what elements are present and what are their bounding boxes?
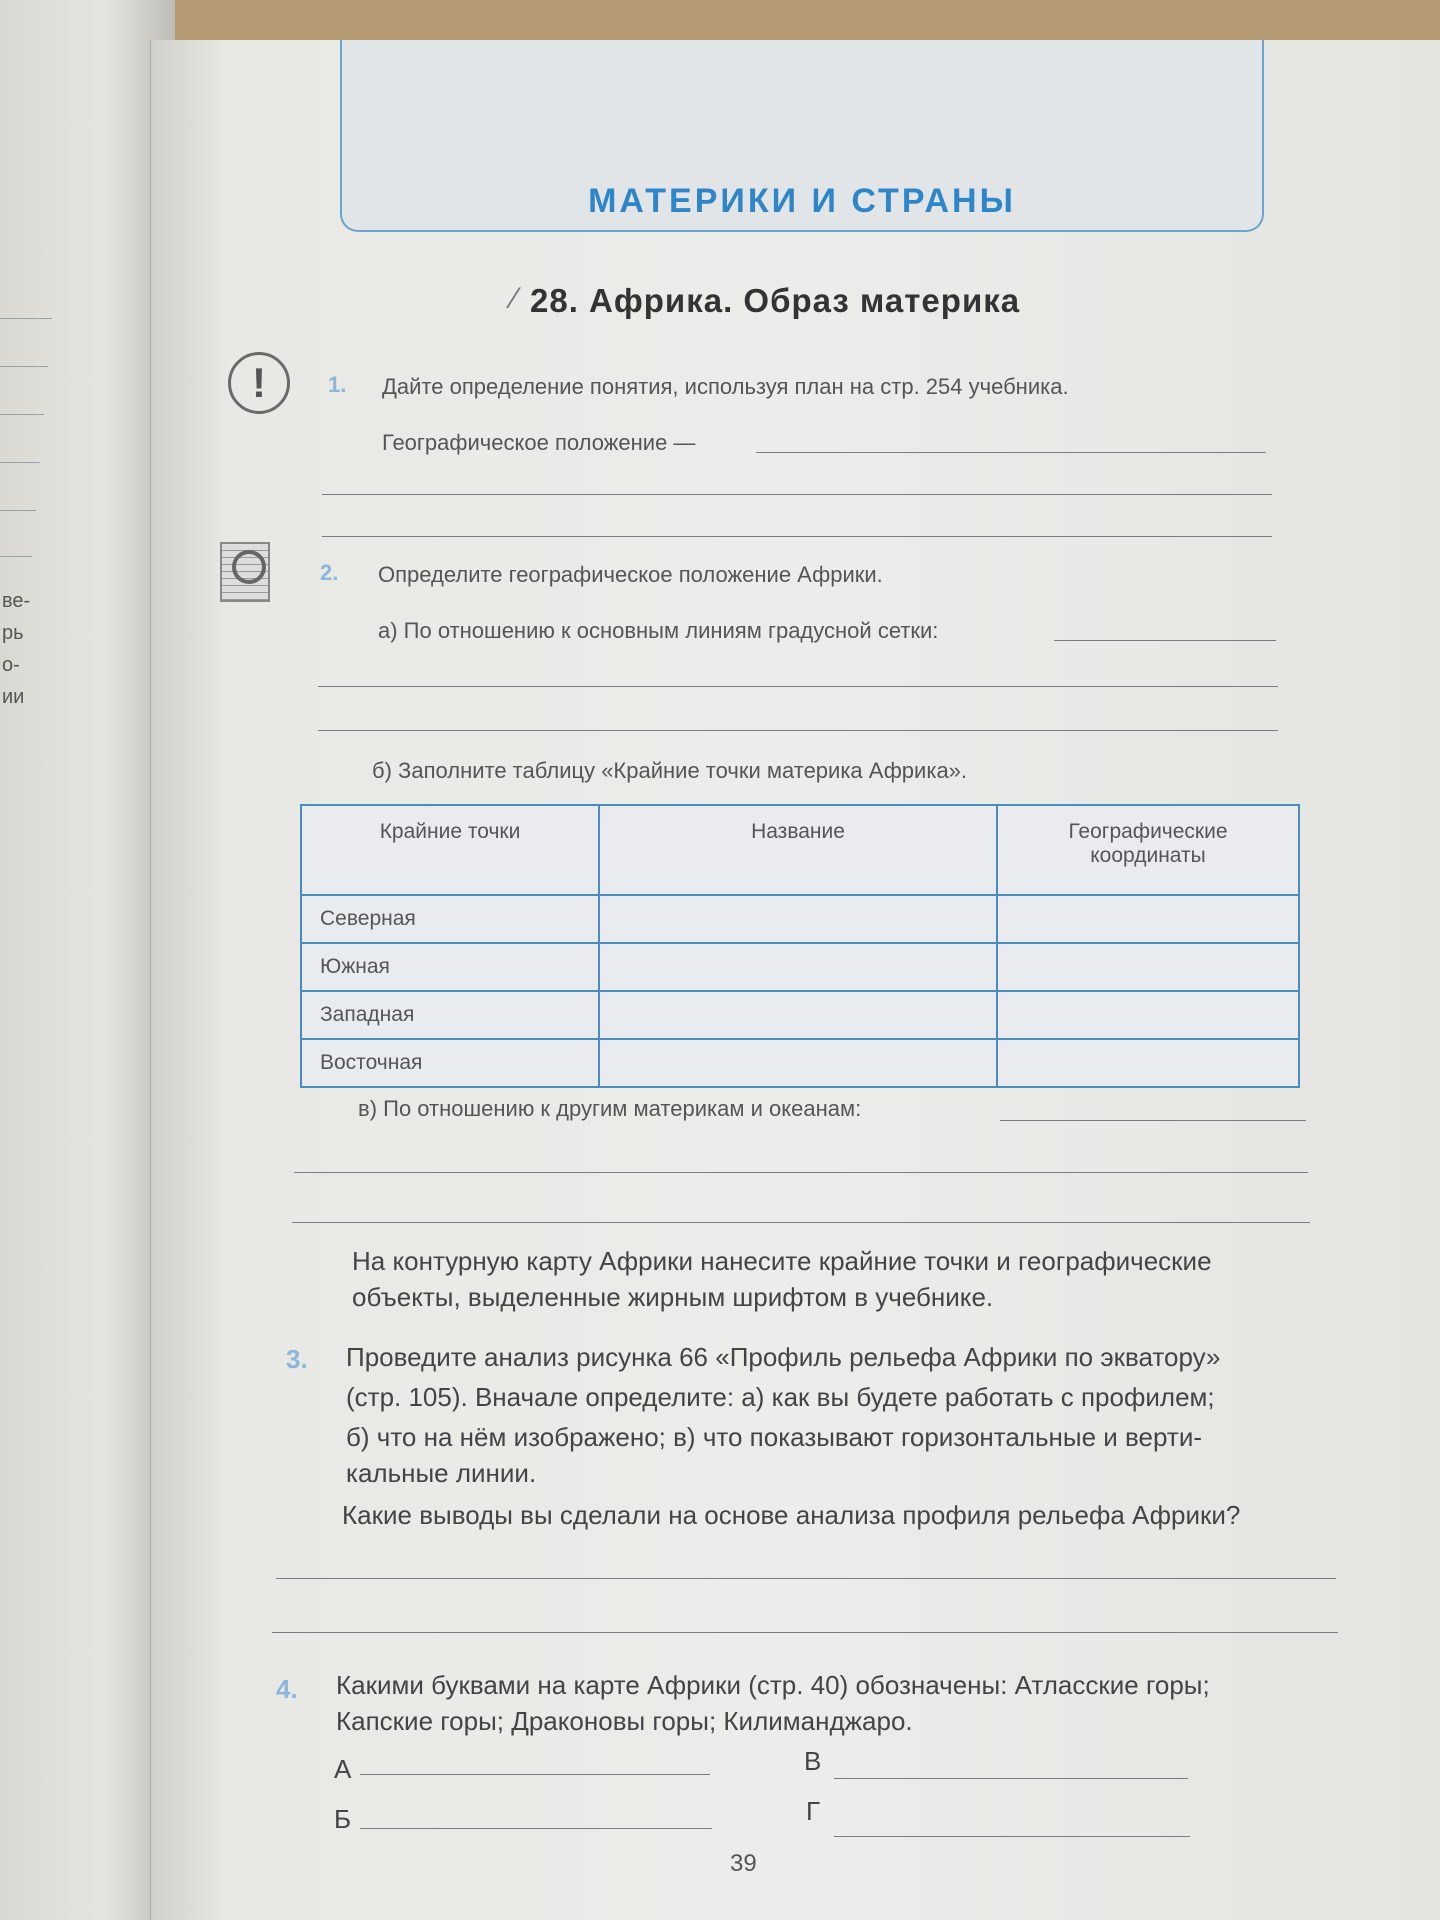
table-row (301, 1039, 1299, 1087)
left-rule (0, 318, 52, 319)
point-label: Южная (301, 943, 599, 991)
name-cell[interactable] (599, 895, 997, 943)
left-rule (0, 556, 32, 557)
task-prompt: Географическое положение — (382, 430, 696, 455)
answer-line[interactable] (756, 452, 1266, 453)
answer-line[interactable] (834, 1778, 1188, 1779)
answer-line[interactable] (276, 1578, 1336, 1579)
coordinates-cell[interactable] (997, 895, 1299, 943)
column-header: Название (599, 805, 997, 895)
table-row (301, 943, 1299, 991)
answer-line[interactable] (322, 536, 1272, 537)
answer-line[interactable] (318, 730, 1278, 731)
subtask-c: в) По отношению к другим материкам и океанам: (358, 1096, 862, 1121)
subtask-b: б) Заполните таблицу «Крайние точки материка Африка». (372, 758, 968, 783)
map-note: объекты, выделенные жирным шрифтом в учебнике. (352, 1282, 994, 1312)
answer-line[interactable] (834, 1836, 1190, 1837)
left-rule (0, 510, 36, 511)
task-number: 2. (320, 560, 339, 585)
answer-line[interactable] (294, 1172, 1308, 1173)
letter-label: Б (334, 1804, 352, 1834)
exclamation-icon: ! (228, 352, 290, 414)
pencil-mark-icon: ⁄ (512, 282, 518, 315)
coordinates-cell[interactable] (997, 1039, 1299, 1087)
answer-line[interactable] (360, 1774, 710, 1775)
name-cell[interactable] (599, 991, 997, 1039)
letter-label: А (334, 1754, 352, 1784)
section-banner (340, 40, 1264, 232)
column-header: Крайние точки (301, 805, 599, 895)
table-row (301, 991, 1299, 1039)
task-text: (стр. 105). Вначале определите: а) как вы будете работать с профилем; (346, 1382, 1215, 1412)
task-number: 1. (328, 372, 347, 397)
left-rule (0, 462, 40, 463)
map-note: На контурную карту Африки нанесите крайние точки и географические (352, 1246, 1212, 1276)
left-fragment: о- (2, 654, 20, 676)
left-fragment: ве- (2, 590, 31, 612)
magnifier-icon (232, 550, 266, 584)
left-rule (0, 414, 44, 415)
left-page (0, 0, 175, 1920)
lesson-title: 28. Африка. Образ материка (530, 282, 1021, 319)
answer-line[interactable] (322, 494, 1272, 495)
name-cell[interactable] (599, 1039, 997, 1087)
point-label: Северная (301, 895, 599, 943)
point-label: Западная (301, 991, 599, 1039)
table-row (301, 895, 1299, 943)
task-text: Определите географическое положение Африки. (378, 562, 883, 587)
answer-line[interactable] (1000, 1120, 1306, 1121)
left-fragment: ии (2, 686, 25, 708)
task-text: кальные линии. (346, 1458, 537, 1488)
left-rule (0, 366, 48, 367)
extreme-points-table (300, 804, 1300, 1088)
subtask-a: а) По отношению к основным линиям градусной сетки: (378, 618, 939, 643)
answer-line[interactable] (272, 1632, 1338, 1633)
task-text: Какими буквами на карте Африки (стр. 40) обозначены: Атласские горы; (336, 1670, 1210, 1700)
letter-label: В (804, 1746, 822, 1776)
answer-line[interactable] (318, 686, 1278, 687)
task-number: 4. (276, 1674, 298, 1704)
left-fragment: рь (2, 622, 24, 644)
table-header-row (301, 805, 1299, 895)
page-number: 39 (730, 1850, 757, 1877)
answer-line[interactable] (360, 1828, 712, 1829)
column-header: Географические координаты (997, 805, 1299, 895)
coordinates-cell[interactable] (997, 943, 1299, 991)
task-number: 3. (286, 1344, 308, 1374)
coordinates-cell[interactable] (997, 991, 1299, 1039)
letter-label: Г (806, 1796, 821, 1826)
answer-line[interactable] (1054, 640, 1276, 641)
task-text: Капские горы; Драконовы горы; Килиманджаро. (336, 1706, 913, 1736)
task-question: Какие выводы вы сделали на основе анализа профиля рельефа Африки? (342, 1500, 1241, 1530)
task-text: б) что на нём изображено; в) что показывают горизонтальные и верти- (346, 1422, 1202, 1452)
answer-line[interactable] (292, 1222, 1310, 1223)
point-label: Восточная (301, 1039, 599, 1087)
task-text: Дайте определение понятия, используя план на стр. 254 учебника. (382, 374, 1069, 399)
name-cell[interactable] (599, 943, 997, 991)
section-title: МАТЕРИКИ И СТРАНЫ (588, 182, 1016, 220)
task-text: Проведите анализ рисунка 66 «Профиль рельефа Африки по экватору» (346, 1342, 1221, 1372)
